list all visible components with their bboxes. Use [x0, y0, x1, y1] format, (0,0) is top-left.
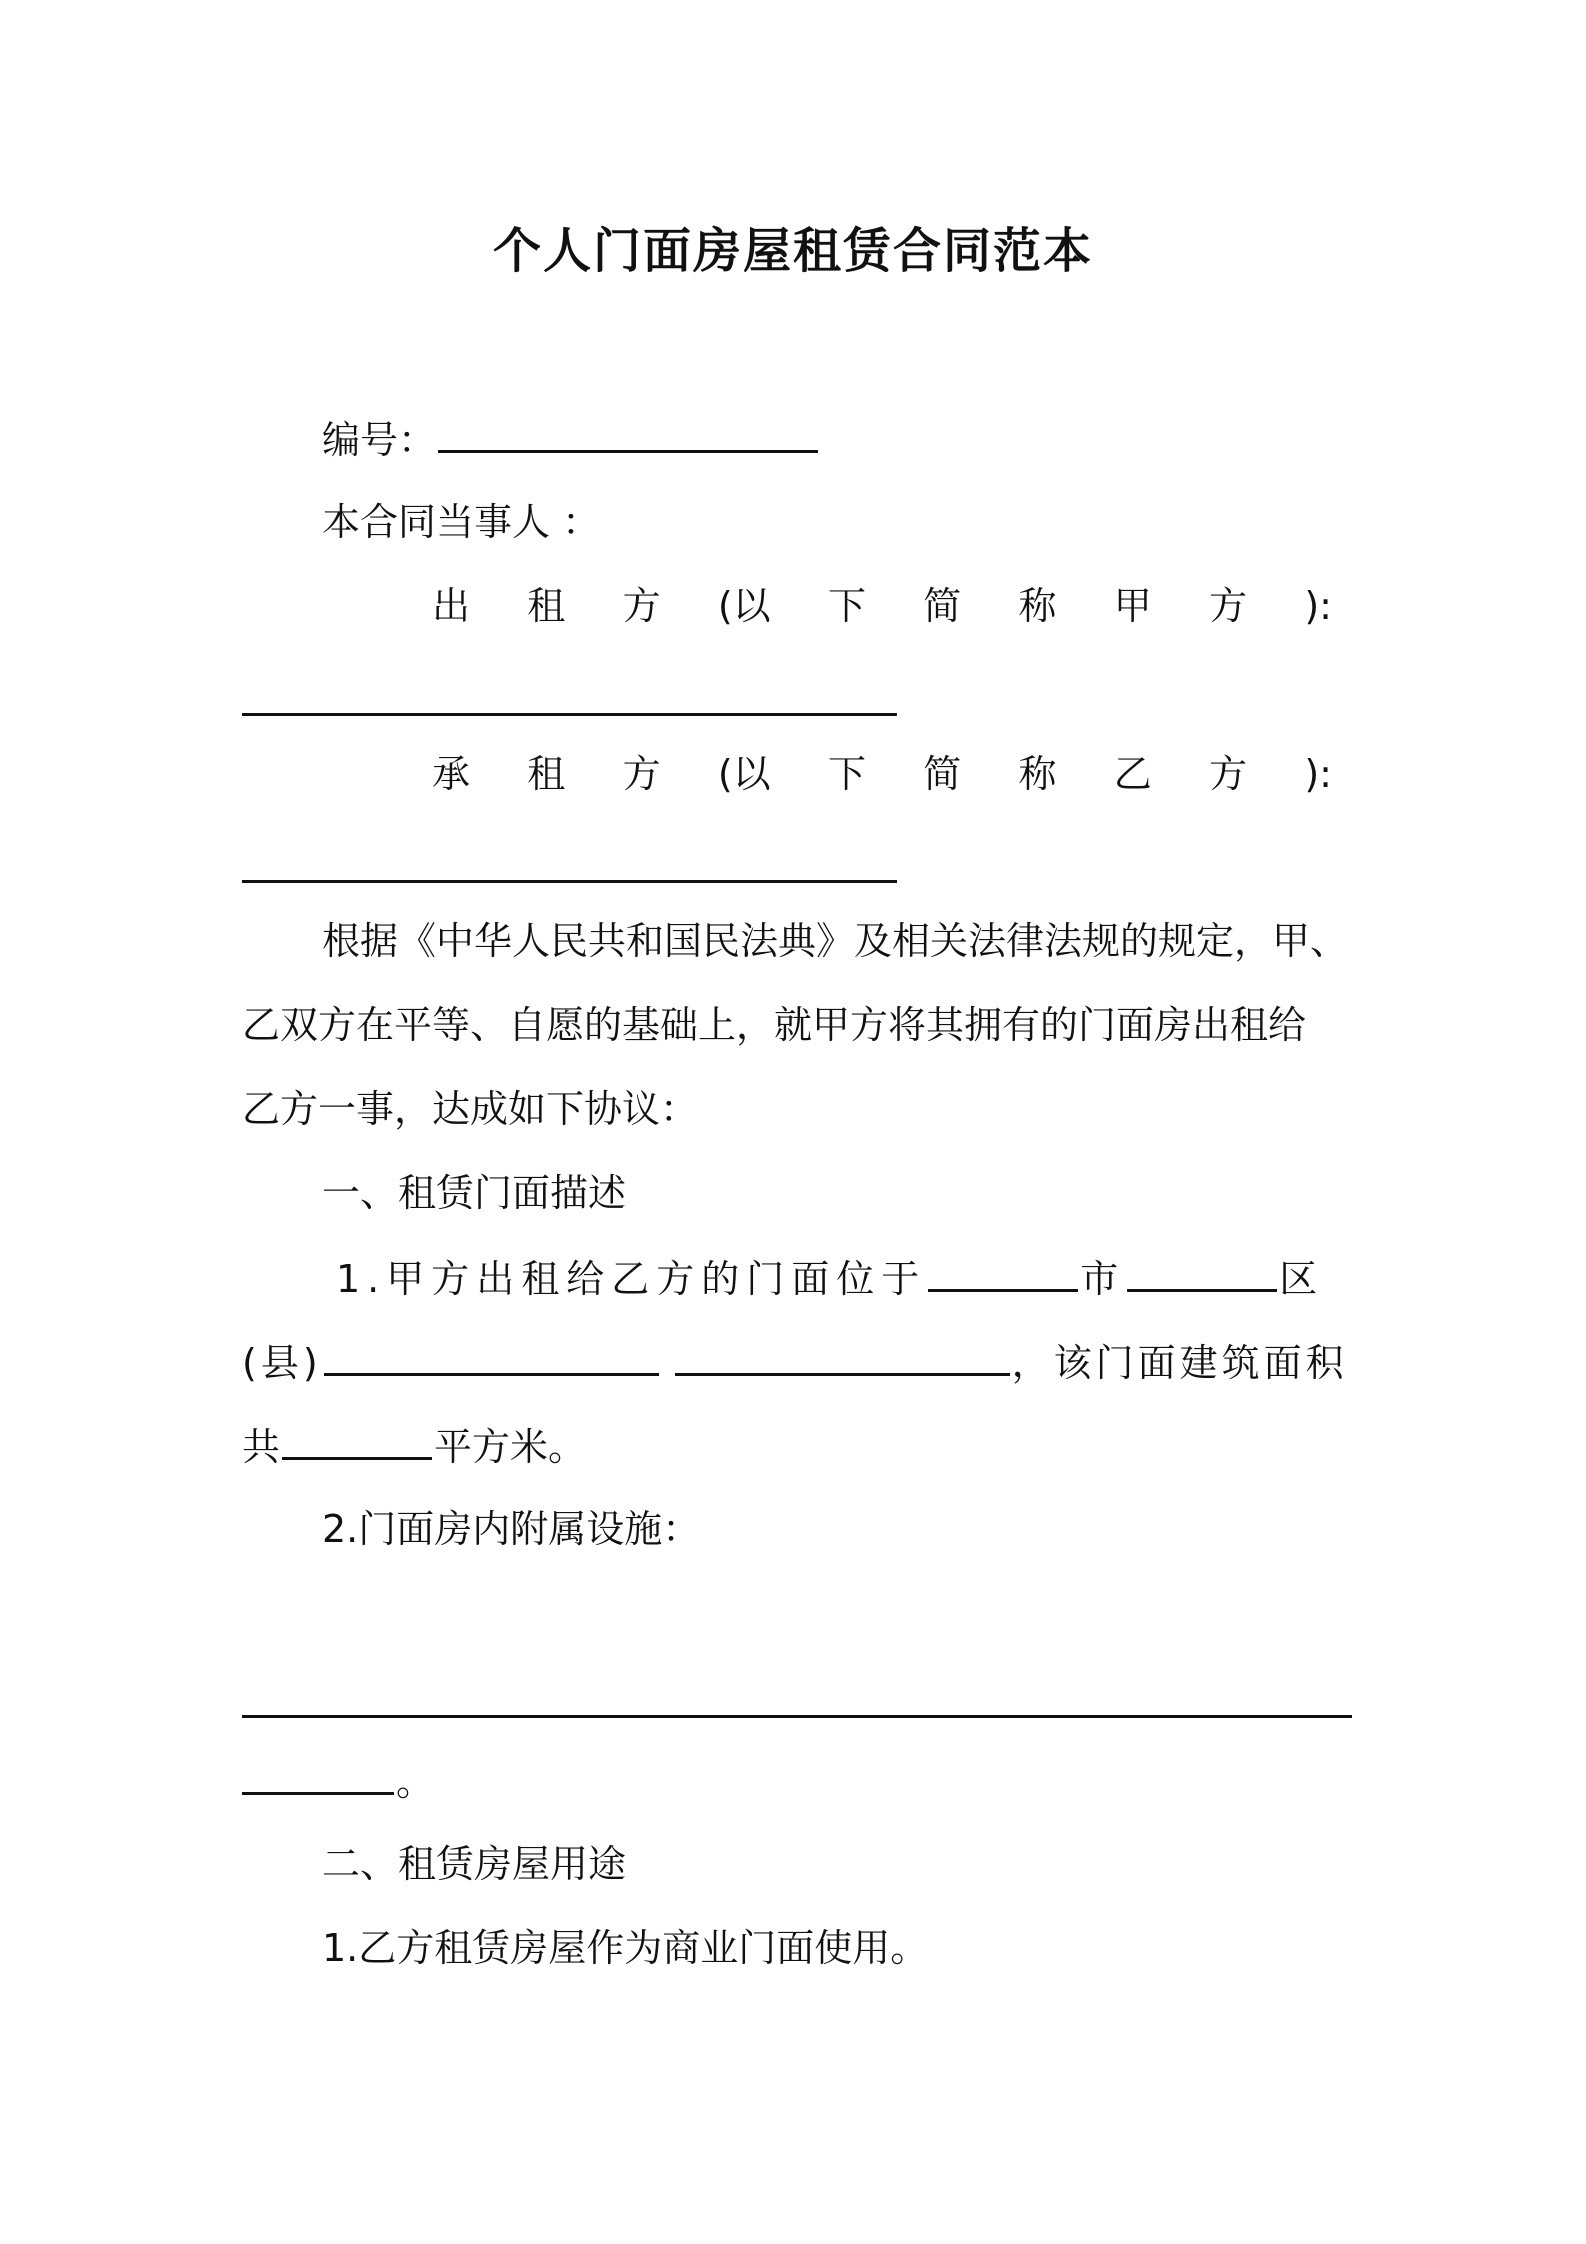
contract-number-line	[322, 410, 820, 468]
city-blank	[928, 1249, 1078, 1292]
lessor-char: ):	[1304, 584, 1332, 628]
lessee-char: 方	[1209, 752, 1248, 796]
address-blank-2	[675, 1333, 1010, 1376]
lessor-line	[432, 578, 1332, 634]
intro-line-3: 乙方一事，达成如下协议：	[242, 1087, 699, 1131]
lessor-char: (以	[717, 584, 771, 628]
contract-number-blank	[438, 410, 818, 453]
lessee-blank	[242, 880, 897, 883]
parties-label: 本合同当事人 ：	[322, 500, 601, 544]
lessor-blank	[242, 713, 897, 716]
section2-item1: 1.乙方租赁房屋作为商业门面使用。	[322, 1926, 929, 1970]
lessor-char: 简	[923, 584, 962, 628]
facilities-line-2	[242, 1752, 434, 1810]
intro-line-2: 乙双方在平等、自愿的基础上，就甲方将其拥有的门面房出租给	[242, 1003, 1307, 1047]
facilities-end: 。	[396, 1760, 435, 1804]
section1-item1-line1	[336, 1249, 1324, 1307]
area-blank	[282, 1417, 432, 1460]
lessor-char: 出	[432, 584, 471, 628]
section2-heading: 二、租赁房屋用途	[322, 1842, 627, 1886]
lessee-line	[432, 746, 1332, 802]
lessee-char: 租	[527, 752, 566, 796]
lessee-char: (以	[717, 752, 771, 796]
lessee-char: 乙	[1113, 752, 1152, 796]
lessor-char: 租	[527, 584, 566, 628]
lessor-char: 方	[622, 584, 661, 628]
city-label: 市	[1080, 1257, 1126, 1301]
lessee-char: 简	[923, 752, 962, 796]
lessee-char: 下	[827, 752, 866, 796]
section1-heading: 一、租赁门面描述	[322, 1171, 627, 1215]
contract-number-label: 编号：	[322, 418, 437, 462]
lessee-char: ):	[1304, 752, 1332, 796]
county-label: (县)	[242, 1341, 322, 1385]
total-label: 共	[242, 1425, 281, 1469]
district-label: 区	[1279, 1257, 1325, 1301]
area-unit: 平方米。	[434, 1425, 587, 1469]
lessor-char: 下	[827, 584, 866, 628]
page-title: 个人门面房屋租赁合同范本	[492, 223, 1093, 279]
address-blank-1	[324, 1333, 659, 1376]
lessee-char: 称	[1018, 752, 1057, 796]
section1-item2: 2.门面房内附属设施：	[322, 1507, 701, 1551]
section1-item1-line2	[242, 1333, 1348, 1391]
lessor-char: 称	[1018, 584, 1057, 628]
facilities-blank-1	[242, 1715, 1352, 1718]
lessor-char: 甲	[1113, 584, 1152, 628]
area-text: ，该门面建筑面积	[1011, 1341, 1348, 1385]
facilities-blank-2	[242, 1752, 394, 1795]
intro-line-1: 根据《中华人民共和国民法典》及相关法律法规的规定，甲、	[322, 919, 1349, 963]
lessor-char: 方	[1209, 584, 1248, 628]
district-blank	[1127, 1249, 1277, 1292]
item1-location-text: 1.甲方出租给乙方的门面位于	[336, 1257, 927, 1301]
section1-item1-line3	[242, 1417, 586, 1475]
lessee-char: 方	[622, 752, 661, 796]
lessee-char: 承	[432, 752, 471, 796]
